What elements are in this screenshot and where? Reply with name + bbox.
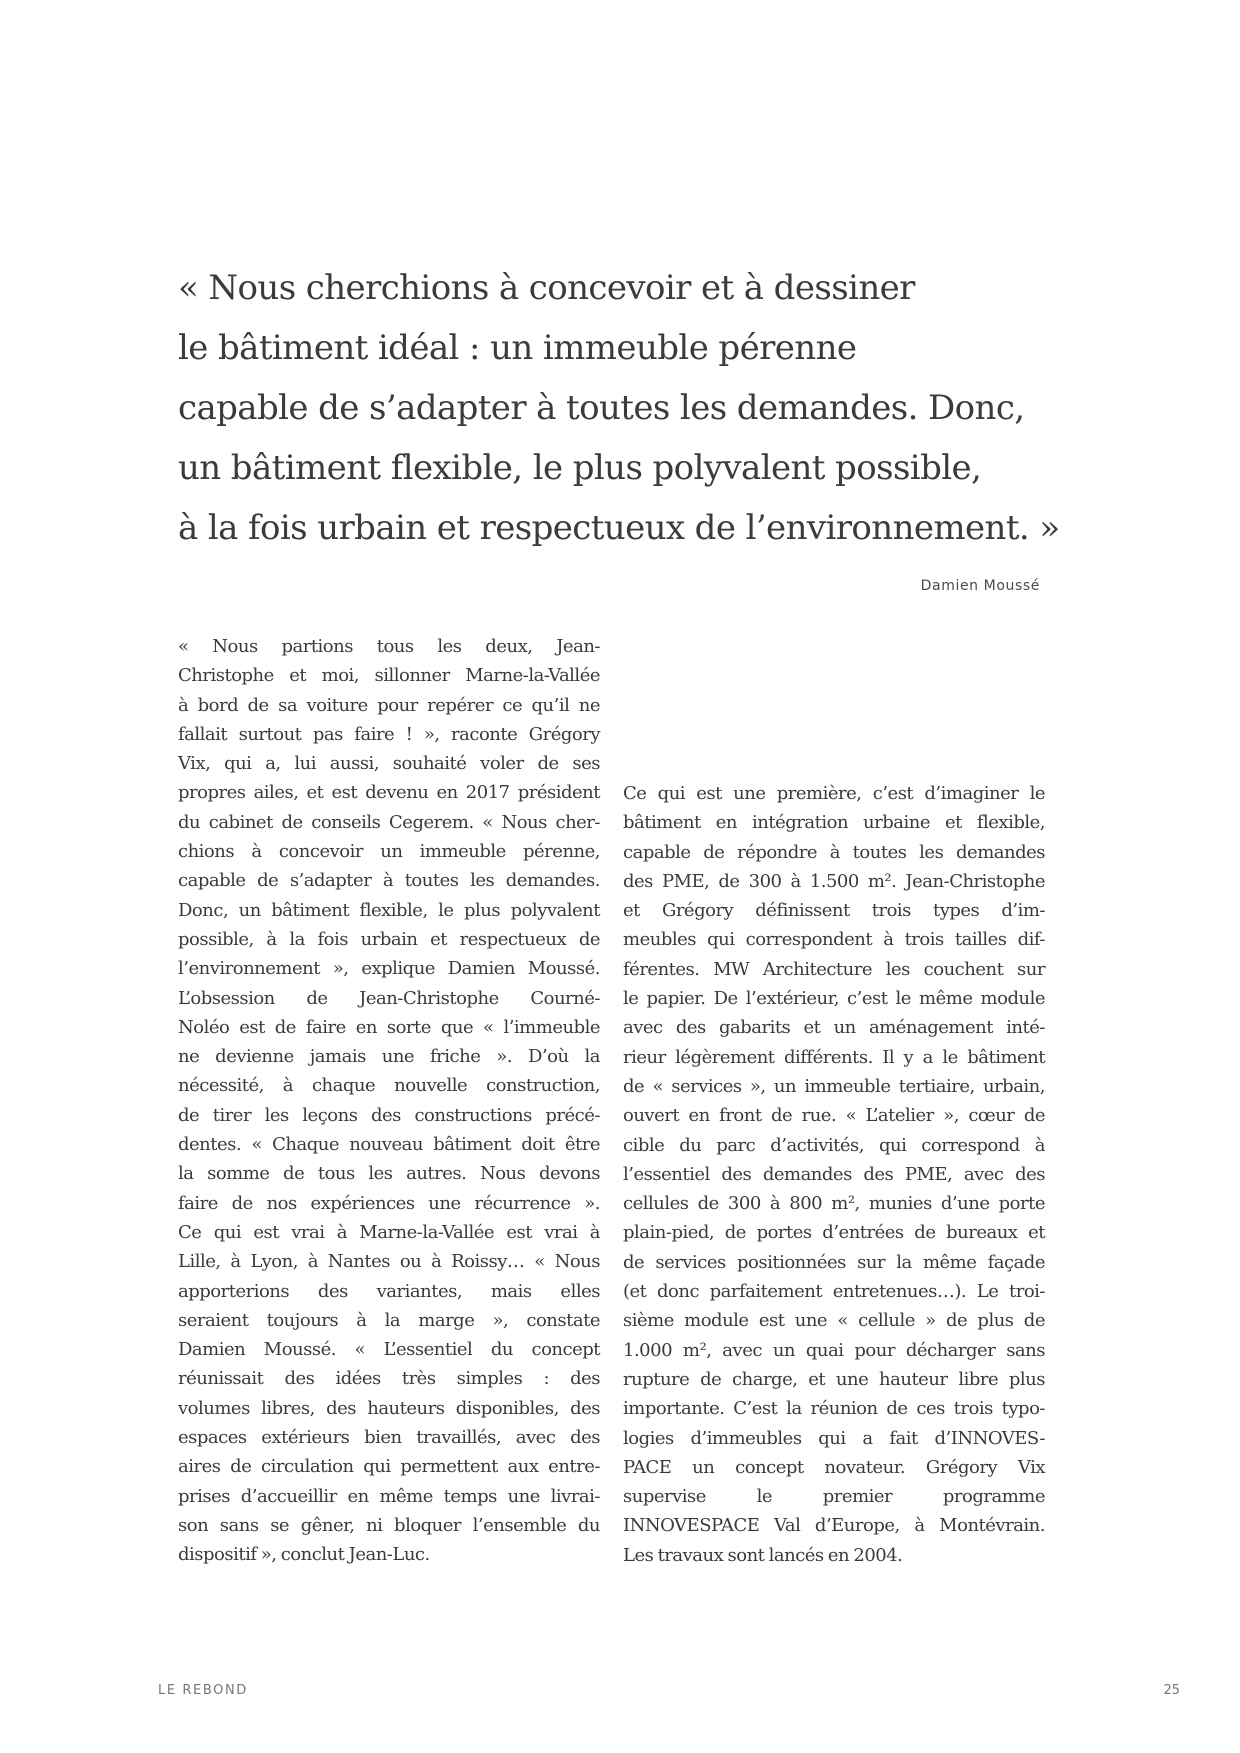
- text-line: plain-pied, de portes d’entrées de bureaux et: [623, 1222, 1045, 1244]
- text-line: du cabinet de conseils Cegerem. « Nous cher-: [178, 811, 600, 833]
- text-line: logies d’immeubles qui a fait d’INNOVES-: [623, 1427, 1045, 1449]
- text-line: avec des gabarits et un aménagement inté-: [623, 1017, 1045, 1039]
- text-line: importante. C’est la réunion de ces trois typo-: [623, 1398, 1045, 1420]
- text-line: dispositif », conclut Jean-Luc.: [178, 1544, 430, 1566]
- text-line: de tirer les leçons des constructions précé-: [178, 1104, 600, 1126]
- text-line: réunissait des idées très simples : des: [178, 1368, 600, 1390]
- text-line: prises d’accueillir en même temps une livrai-: [178, 1485, 600, 1507]
- text-line: « Nous partions tous les deux, Jean-: [178, 636, 600, 657]
- text-line: capable de répondre à toutes les demandes: [623, 841, 1045, 863]
- text-line: dentes. « Chaque nouveau bâtiment doit être: [178, 1134, 600, 1156]
- text-line: Christophe et moi, sillonner Marne-la-Vallée: [178, 665, 600, 687]
- text-line: volumes libres, des hauteurs disponibles, des: [178, 1397, 600, 1419]
- text-line: son sans se gêner, ni bloquer l’ensemble du: [178, 1514, 600, 1536]
- text-line: des PME, de 300 à 1.500 m². Jean-Christophe: [623, 870, 1045, 892]
- text-line: (et donc parfaitement entretenues…). Le troi-: [623, 1281, 1045, 1303]
- body-column-right: [623, 779, 1045, 1570]
- text-line: aires de circulation qui permettent aux entre-: [178, 1456, 600, 1478]
- text-line: faire de nos expériences une récurrence ».: [178, 1192, 600, 1214]
- text-line: l’essentiel des demandes des PME, avec des: [623, 1163, 1045, 1185]
- body-column-left: [178, 632, 600, 1570]
- text-line: Lille, à Lyon, à Nantes ou à Roissy… « Nous: [178, 1251, 600, 1273]
- pull-quote-line: à la fois urbain et respectueux de l’environnement. »: [178, 508, 1060, 548]
- text-line: bâtiment en intégration urbaine et flexible,: [623, 812, 1045, 834]
- text-line: de « services », un immeuble tertiaire, urbain,: [623, 1075, 1045, 1097]
- pull-quote-line: un bâtiment flexible, le plus polyvalent possible,: [178, 448, 982, 488]
- text-line: rieur légèrement différents. Il y a le bâtiment: [623, 1046, 1045, 1068]
- text-line: 1.000 m², avec un quai pour décharger sans: [623, 1339, 1045, 1361]
- text-line: à bord de sa voiture pour repérer ce qu’il ne: [178, 694, 600, 716]
- text-line: sième module est une « cellule » de plus de: [623, 1310, 1045, 1332]
- text-line: cellules de 300 à 800 m², munies d’une porte: [623, 1193, 1045, 1215]
- quote-attribution: Damien Moussé: [920, 578, 1040, 594]
- text-line: et Grégory définissent trois types d’im-: [623, 900, 1045, 922]
- text-line: Les travaux sont lancés en 2004.: [623, 1544, 903, 1566]
- text-line: supervise le premier programme: [623, 1486, 1045, 1508]
- text-line: Damien Moussé. « L’essentiel du concept: [178, 1339, 600, 1361]
- text-line: Vix, qui a, lui aussi, souhaité voler de ses: [178, 753, 600, 775]
- text-line: chions à concevoir un immeuble pérenne,: [178, 841, 600, 863]
- text-line: férentes. MW Architecture les couchent sur: [623, 958, 1045, 980]
- pull-quote-line: le bâtiment idéal : un immeuble pérenne: [178, 328, 857, 368]
- pull-quote-line: capable de s’adapter à toutes les demandes. Donc,: [178, 388, 1025, 428]
- text-line: meubles qui correspondent à trois tailles dif-: [623, 929, 1045, 951]
- text-line: cible du parc d’activités, qui correspond à: [623, 1134, 1045, 1156]
- text-line: Ce qui est une première, c’est d’imaginer le: [623, 783, 1045, 804]
- text-line: possible, à la fois urbain et respectueux de: [178, 928, 600, 950]
- text-line: nécessité, à chaque nouvelle construction,: [178, 1075, 600, 1097]
- text-line: rupture de charge, et une hauteur libre plus: [623, 1368, 1045, 1390]
- text-line: PACE un concept novateur. Grégory Vix: [623, 1456, 1045, 1478]
- page-number: 25: [1163, 1683, 1180, 1698]
- text-line: le papier. De l’extérieur, c’est le même module: [623, 988, 1045, 1010]
- text-line: la somme de tous les autres. Nous devons: [178, 1163, 600, 1185]
- text-line: seraient toujours à la marge », constate: [178, 1309, 600, 1331]
- text-line: apporterions des variantes, mais elles: [178, 1280, 600, 1302]
- text-line: INNOVESPACE Val d’Europe, à Montévrain.: [623, 1515, 1045, 1537]
- pull-quote-line: « Nous cherchions à concevoir et à dessiner: [178, 268, 915, 308]
- running-footer-title: LE REBOND: [158, 1683, 248, 1698]
- text-line: fallait surtout pas faire ! », raconte Grégory: [178, 723, 600, 745]
- text-line: ouvert en front de rue. « L’atelier », cœur de: [623, 1105, 1045, 1127]
- text-line: de services positionnées sur la même façade: [623, 1251, 1045, 1273]
- text-line: Noléo est de faire en sorte que « l’immeuble: [178, 1016, 600, 1038]
- text-line: espaces extérieurs bien travaillés, avec des: [178, 1427, 600, 1449]
- text-line: capable de s’adapter à toutes les demandes.: [178, 870, 600, 892]
- pull-quote: [178, 258, 1078, 558]
- text-line: propres ailes, et est devenu en 2017 président: [178, 782, 600, 804]
- text-line: Ce qui est vrai à Marne-la-Vallée est vrai à: [178, 1221, 600, 1243]
- text-line: L’obsession de Jean-Christophe Courné-: [178, 987, 600, 1009]
- text-line: ne devienne jamais une friche ». D’où la: [178, 1046, 600, 1068]
- text-line: Donc, un bâtiment flexible, le plus polyvalent: [178, 899, 600, 921]
- text-line: l’environnement », explique Damien Moussé.: [178, 958, 600, 980]
